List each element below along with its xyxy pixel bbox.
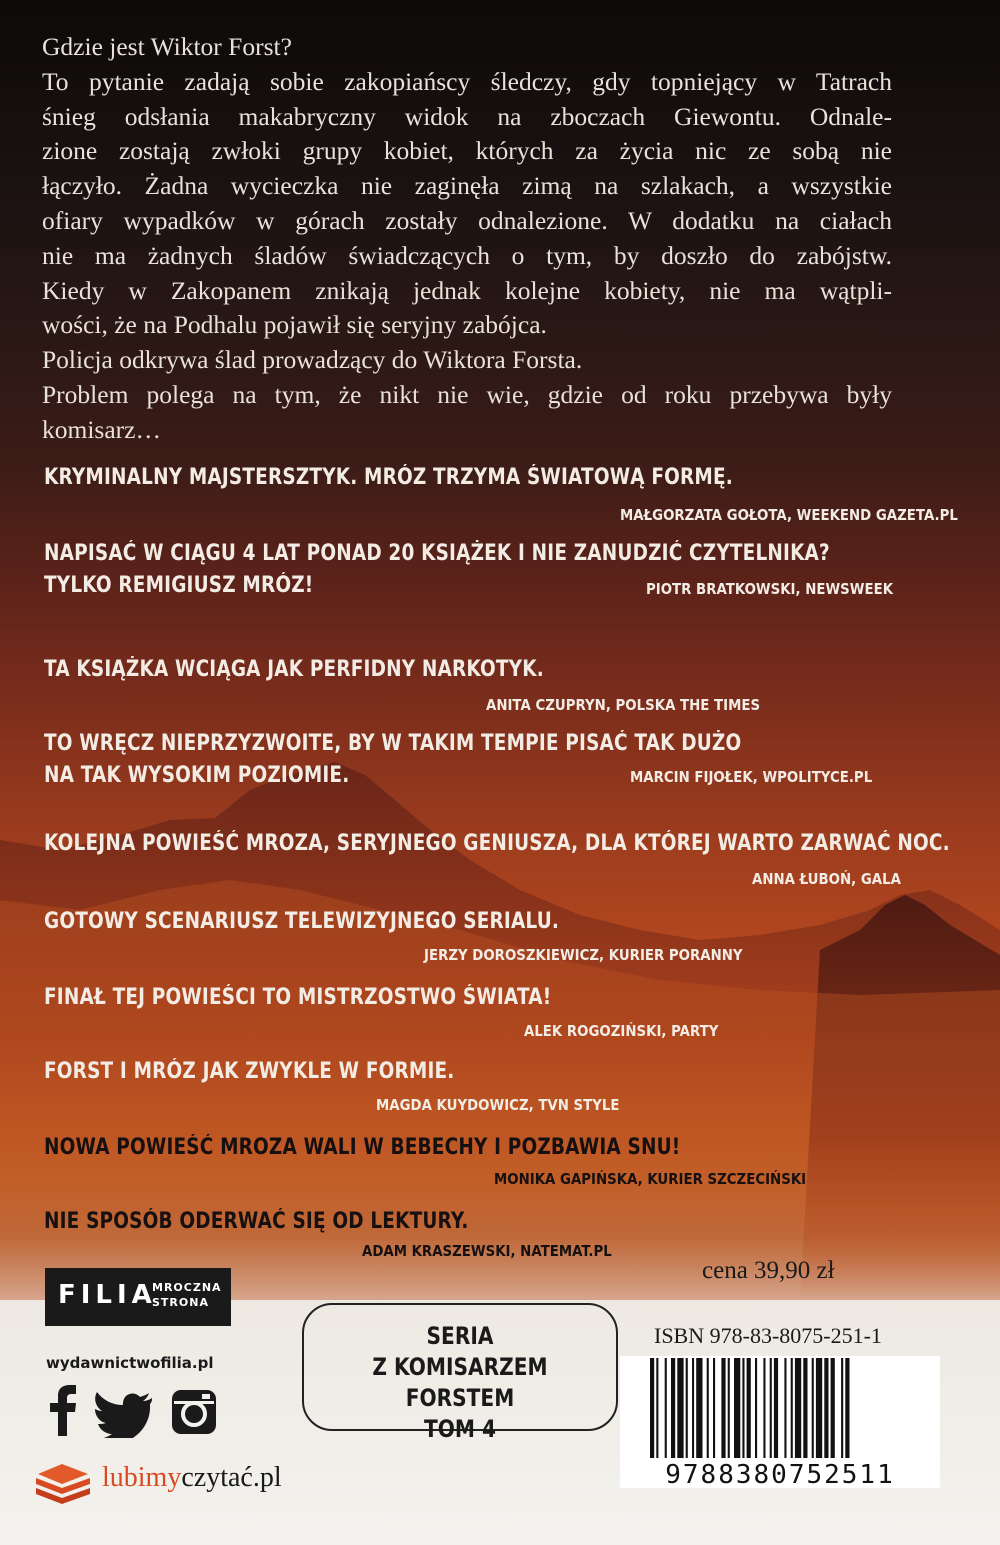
blurb-line: komisarz… — [42, 414, 161, 444]
barcode-bar — [791, 1358, 793, 1458]
barcode-bar — [816, 1358, 822, 1458]
barcode-bar — [831, 1358, 835, 1458]
facebook-icon[interactable] — [50, 1385, 76, 1436]
publisher-logo-tag-line: MROCZNA — [152, 1281, 222, 1294]
quote-text: NIE SPOSÓB ODERWAĆ SIĘ OD LEKTURY. — [44, 1209, 469, 1234]
books-icon — [32, 1456, 94, 1508]
blurb-line: Gdzie jest Wiktor Forst? — [42, 32, 292, 61]
quote-text: GOTOWY SCENARIUSZ TELEWIZYJNEGO SERIALU. — [44, 909, 560, 934]
quote-text: TO WRĘCZ NIEPRZYZWOITE, BY W TAKIM TEMPIE PISAĆ TAK DUŻO — [44, 731, 742, 756]
social-icons — [44, 1384, 224, 1438]
barcode-bar — [845, 1358, 849, 1458]
barcode-bar — [656, 1358, 658, 1458]
quote-text: NA TAK WYSOKIM POZIOMIE. — [44, 763, 350, 788]
review-quote — [44, 906, 944, 964]
quote-text: FORST I MRÓZ JAK ZWYKLE W FORMIE. — [44, 1059, 455, 1084]
barcode-bar — [770, 1358, 772, 1458]
barcode-bar — [665, 1358, 667, 1458]
barcode-bar — [677, 1358, 683, 1458]
quote-text: NOWA POWIEŚĆ MROZA WALI W BEBECHY I POZBAWIA SNU! — [44, 1135, 681, 1160]
isbn-label: ISBN 978-83-8075-251-1 — [654, 1323, 882, 1348]
quote-source: MARCIN FIJOŁEK, WPOLITYCE.PL — [630, 768, 873, 786]
quote-source: ALEK ROGOZIŃSKI, PARTY — [524, 1022, 719, 1040]
blurb-line: zione zostają zwłoki grupy kobiet, których za życia nic ze sobą nie — [42, 136, 892, 166]
barcode-bars — [650, 1358, 910, 1458]
instagram-icon[interactable] — [172, 1390, 216, 1434]
barcode-bar — [728, 1358, 730, 1458]
blurb-line: łączyło. Żadna wycieczka nie zaginęła zimą na szlakach, a wszystkie — [42, 171, 892, 201]
review-quote — [44, 1056, 944, 1114]
quote-source: MAGDA KUYDOWICZ, TVN STYLE — [376, 1096, 620, 1114]
barcode-digits: 9788380752511 — [665, 1460, 895, 1490]
series-line: SERIA — [426, 1322, 494, 1350]
publisher-logo-tagline — [152, 1280, 222, 1310]
quote-source: MAŁGORZATA GOŁOTA, WEEKEND GAZETA.PL — [620, 506, 958, 524]
quote-text: TYLKO REMIGIUSZ MRÓZ! — [44, 573, 314, 598]
series-line: Z KOMISARZEM FORSTEM — [372, 1353, 548, 1412]
quote-text: NAPISAĆ W CIĄGU 4 LAT PONAD 20 KSIĄŻEK I NIE ZANUDZIĆ CZYTELNIKA? — [44, 541, 830, 566]
barcode-bar — [795, 1358, 801, 1458]
barcode-bar — [784, 1358, 786, 1458]
quote-text: TA KSIĄŻKA WCIĄGA JAK PERFIDNY NARKOTYK. — [44, 657, 544, 682]
barcode-bar — [803, 1358, 807, 1458]
lubimyczytac-logo[interactable] — [32, 1456, 332, 1508]
publisher-logo-word: FILIA — [58, 1280, 157, 1310]
twitter-icon[interactable] — [92, 1392, 152, 1438]
review-quote — [44, 654, 944, 714]
review-quote — [44, 982, 944, 1040]
barcode-bar — [742, 1358, 744, 1458]
quote-text: KRYMINALNY MAJSTERSZTYK. MRÓZ TRZYMA ŚWIATOWĄ FORMĘ. — [44, 465, 733, 490]
barcode-bar — [841, 1358, 843, 1458]
lubimyczytac-part: lubimy — [102, 1462, 182, 1493]
blurb-line: wości, że na Podhalu pojawił się seryjny zabójca. — [42, 310, 547, 340]
barcode-bar — [747, 1358, 751, 1458]
barcode-bar — [692, 1358, 694, 1458]
quote-source: MONIKA GAPIŃSKA, KURIER SZCZECIŃSKI — [494, 1170, 807, 1188]
barcode-bar — [713, 1358, 715, 1458]
review-quote — [44, 728, 944, 792]
quote-source: ADAM KRASZEWSKI, NATEMAT.PL — [362, 1242, 612, 1260]
quote-text: FINAŁ TEJ POWIEŚCI TO MISTRZOSTWO ŚWIATA! — [44, 985, 552, 1010]
blurb-text — [42, 30, 892, 448]
barcode-bar — [763, 1358, 765, 1458]
quote-source: PIOTR BRATKOWSKI, NEWSWEEK — [646, 580, 894, 598]
series-text — [304, 1321, 616, 1445]
barcode-bar — [686, 1358, 688, 1458]
review-quote — [44, 828, 950, 888]
blurb-line: Problem polega na tym, że nikt nie wie, gdzie od roku przebywa były — [42, 379, 892, 409]
quote-text: KOLEJNA POWIEŚĆ MROZA, SERYJNEGO GENIUSZA, DLA KTÓREJ WARTO ZARWAĆ NOC. — [44, 831, 950, 856]
barcode-bar — [755, 1358, 757, 1458]
quote-source: JERZY DOROSZKIEWICZ, KURIER PORANNY — [424, 946, 743, 964]
barcode-bar — [824, 1358, 828, 1458]
review-quote — [44, 1132, 944, 1188]
blurb-line: nie ma żadnych śladów świadczących o tym, by doszło do zabójstw. — [42, 240, 892, 270]
barcode-bar — [734, 1358, 740, 1458]
review-quote — [44, 1206, 944, 1260]
review-quote — [44, 462, 958, 524]
quote-source: ANITA CZUPRYN, POLSKA THE TIMES — [486, 696, 761, 714]
publisher-logo-tag-line: STRONA — [152, 1296, 209, 1309]
blurb-line: Kiedy w Zakopanem znikają jednak kolejne kobiety, nie ma wątpli- — [42, 275, 892, 305]
price-label: cena 39,90 zł — [702, 1257, 835, 1284]
barcode-bar — [671, 1358, 675, 1458]
lubimyczytac-part: czytać.pl — [181, 1462, 282, 1493]
publisher-logo — [45, 1268, 231, 1326]
barcode-bar — [812, 1358, 814, 1458]
quote-source: ANNA ŁUBOŃ, GALA — [752, 870, 901, 888]
blurb-line: Policja odkrywa ślad prowadzący do Wiktora Forsta. — [42, 345, 583, 375]
publisher-website[interactable]: wydawnictwofilia.pl — [46, 1354, 214, 1372]
barcode-bar — [721, 1358, 725, 1458]
blurb-line: ofiary wypadków w górach zostały odnalezione. W dodatku na ciałach — [42, 205, 892, 235]
lubimyczytac-text — [102, 1462, 282, 1494]
barcode-bar — [650, 1358, 654, 1458]
barcode-bar — [696, 1358, 702, 1458]
barcode-bar — [774, 1358, 778, 1458]
series-box — [302, 1303, 618, 1443]
barcode — [620, 1356, 940, 1488]
blurb-line: śnieg odsłania makabryczny widok na zboczach Giewontu. Odnale- — [42, 101, 892, 131]
series-line: TOM 4 — [423, 1415, 497, 1443]
barcode-bar — [707, 1358, 709, 1458]
review-quote — [44, 538, 944, 602]
blurb-line: To pytanie zadają sobie zakopiańscy śledczy, gdy topniejący w Tatrach — [42, 66, 892, 96]
